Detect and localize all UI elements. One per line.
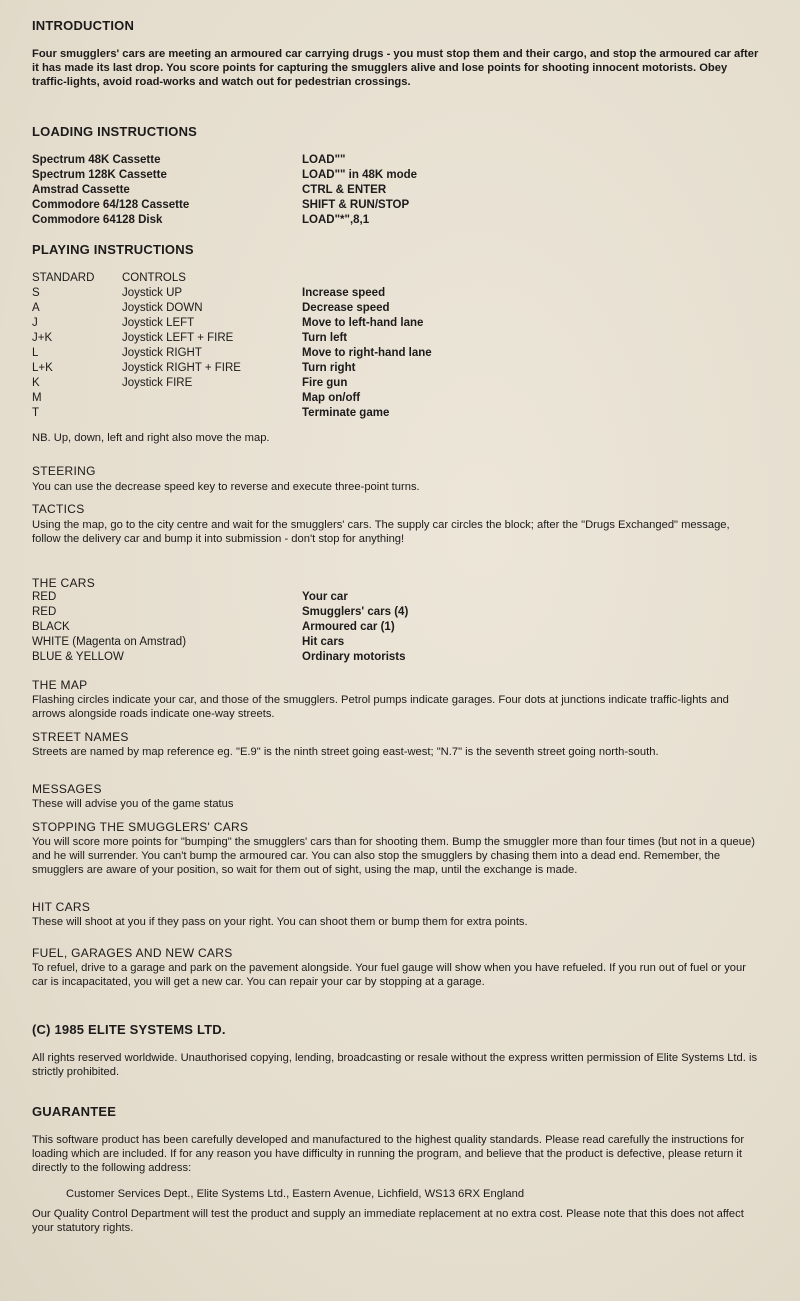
controls-header	[32, 271, 760, 286]
controls-note: NB. Up, down, left and right also move the map.	[32, 432, 270, 444]
loading-heading: LOADING INSTRUCTIONS	[32, 124, 198, 139]
control-row	[32, 406, 760, 421]
cars-section	[32, 576, 760, 665]
cars-heading: THE CARS	[32, 576, 96, 590]
playing-heading: PLAYING INSTRUCTIONS	[32, 242, 194, 257]
streets-section	[32, 730, 760, 759]
control-action: Increase speed	[302, 287, 386, 299]
loading-system: Amstrad Cassette	[32, 184, 130, 196]
control-row	[32, 316, 760, 331]
control-key: S	[32, 287, 40, 299]
control-action: Move to left-hand lane	[302, 317, 424, 329]
guarantee-address: Customer Services Dept., Elite Systems Ltd., Eastern Avenue, Lichfield, WS13 6RX England	[66, 1188, 525, 1200]
hitcars-section	[32, 900, 760, 929]
stopping-section	[32, 820, 760, 877]
loading-command: LOAD"" in 48K mode	[302, 169, 418, 181]
control-action: Turn left	[302, 332, 348, 344]
stopping-text: You will score more points for "bumping" the smugglers' cars than for shooting them. Bump the smuggler more than four times (but not in a queue) and he will surrender. You can't bump the armoured car. You can also stop the smugglers by chasing them into a dead end. Remember, the smugglers are aware of your position, so wait for them out of sight, using the map, until the exchange is made.	[32, 836, 755, 876]
messages-section	[32, 782, 760, 811]
controls-table	[32, 271, 760, 421]
control-joystick: Joystick DOWN	[122, 302, 203, 314]
loading-row	[32, 183, 760, 198]
copyright-section	[32, 1022, 760, 1079]
control-row	[32, 301, 760, 316]
intro-heading: INTRODUCTION	[32, 18, 135, 33]
car-meaning: Hit cars	[302, 636, 345, 648]
intro-text: Four smugglers' cars are meeting an armoured car carrying drugs - you must stop them and their cargo, and stop the armoured car after it has made its last drop. You score points for capturing the smugglers alive and lose points for shooting innocent motorists. Obey traffic-lights, avoid road-works and watch out for pedestrian crossings.	[32, 48, 759, 88]
car-colour: BLUE & YELLOW	[32, 651, 124, 663]
guarantee-closing: Our Quality Control Department will test the product and supply an immediate replacement at no extra cost. Please note that this does not affect your statutory rights.	[32, 1208, 744, 1234]
loading-system: Spectrum 48K Cassette	[32, 154, 161, 166]
car-meaning: Armoured car (1)	[302, 621, 395, 633]
car-row	[32, 590, 760, 605]
hitcars-text: These will shoot at you if they pass on your right. You can shoot them or bump them for extra points.	[32, 916, 528, 928]
loading-system: Commodore 64128 Disk	[32, 214, 163, 226]
control-joystick: Joystick RIGHT + FIRE	[122, 362, 241, 374]
stopping-heading: STOPPING THE SMUGGLERS' CARS	[32, 820, 249, 834]
car-colour: RED	[32, 606, 57, 618]
control-row	[32, 391, 760, 406]
loading-row	[32, 198, 760, 213]
control-joystick: Joystick FIRE	[122, 377, 193, 389]
guarantee-section	[32, 1104, 760, 1235]
car-row	[32, 605, 760, 620]
loading-system: Commodore 64/128 Cassette	[32, 199, 190, 211]
loading-system: Spectrum 128K Cassette	[32, 169, 167, 181]
control-row	[32, 331, 760, 346]
car-row	[32, 650, 760, 665]
car-row	[32, 635, 760, 650]
car-colour: BLACK	[32, 621, 70, 633]
fuel-heading: FUEL, GARAGES AND NEW CARS	[32, 946, 233, 960]
control-key: J	[32, 317, 38, 329]
tactics-text: Using the map, go to the city centre and wait for the smugglers' cars. The supply car circles the block; after the "Drugs Exchanged" message, follow the delivery car and bump it into submission - don't stop for anything!	[32, 519, 730, 545]
loading-row	[32, 213, 760, 228]
copyright-text: All rights reserved worldwide. Unauthorised copying, lending, broadcasting or resale without the express written permission of Elite Systems Ltd. is strictly prohibited.	[32, 1052, 758, 1078]
hitcars-heading: HIT CARS	[32, 900, 91, 914]
steering-text: You can use the decrease speed key to reverse and execute three-point turns.	[32, 481, 420, 493]
messages-text: These will advise you of the game status	[32, 798, 234, 810]
cars-table	[32, 590, 760, 665]
loading-command: SHIFT & RUN/STOP	[302, 199, 410, 211]
control-action: Terminate game	[302, 407, 390, 419]
controls-header-standard: STANDARD	[32, 272, 95, 284]
loading-command: CTRL & ENTER	[302, 184, 387, 196]
car-meaning: Ordinary motorists	[302, 651, 406, 663]
car-meaning: Your car	[302, 591, 348, 603]
car-meaning: Smugglers' cars (4)	[302, 606, 409, 618]
guarantee-heading: GUARANTEE	[32, 1104, 117, 1119]
intro-section	[32, 18, 760, 89]
control-row	[32, 286, 760, 301]
loading-row	[32, 168, 760, 183]
control-action: Decrease speed	[302, 302, 390, 314]
map-section	[32, 678, 760, 721]
fuel-text: To refuel, drive to a garage and park on the pavement alongside. Your fuel gauge will show when you have refueled. If you run out of fuel or your car is incapacitated, you will get a new car. You can repair your car by stopping at a garage.	[32, 962, 746, 988]
controls-header-controls: CONTROLS	[122, 272, 186, 284]
control-row	[32, 361, 760, 376]
loading-section	[32, 124, 760, 228]
control-joystick: Joystick UP	[122, 287, 183, 299]
control-key: K	[32, 377, 40, 389]
control-key: M	[32, 392, 42, 404]
steering-section	[32, 464, 760, 494]
control-joystick: Joystick LEFT	[122, 317, 195, 329]
streets-text: Streets are named by map reference eg. "E.9" is the ninth street going east-west; "N.7" is the seventh street going north-south.	[32, 746, 659, 758]
control-action: Map on/off	[302, 392, 361, 404]
copyright-heading: (C) 1985 ELITE SYSTEMS LTD.	[32, 1022, 226, 1037]
control-joystick: Joystick RIGHT	[122, 347, 202, 359]
car-colour: WHITE (Magenta on Amstrad)	[32, 636, 187, 648]
loading-row	[32, 153, 760, 168]
control-row	[32, 376, 760, 391]
map-text: Flashing circles indicate your car, and those of the smugglers. Petrol pumps indicate garages. Four dots at junctions indicate traffic-lights and arrows alongside roads indicate one-way streets.	[32, 694, 729, 720]
control-joystick: Joystick LEFT + FIRE	[122, 332, 234, 344]
streets-heading: STREET NAMES	[32, 730, 129, 744]
loading-table	[32, 153, 760, 228]
control-key: A	[32, 302, 40, 314]
control-action: Move to right-hand lane	[302, 347, 432, 359]
car-row	[32, 620, 760, 635]
steering-heading: STEERING	[32, 464, 96, 478]
car-colour: RED	[32, 591, 57, 603]
control-key: L+K	[32, 362, 53, 374]
messages-heading: MESSAGES	[32, 782, 102, 796]
guarantee-text: This software product has been carefully developed and manufactured to the highest quality standards. Please read carefully the instructions for loading which are included. If for any reason you have difficulty in running the program, and believe that the product is defective, please return it directly to the following address:	[32, 1134, 745, 1174]
map-heading: THE MAP	[32, 678, 88, 692]
fuel-section	[32, 946, 760, 989]
tactics-heading: TACTICS	[32, 502, 85, 516]
loading-command: LOAD""	[302, 154, 346, 166]
control-key: L	[32, 347, 39, 359]
loading-command: LOAD"*",8,1	[302, 214, 370, 226]
control-key: T	[32, 407, 40, 419]
playing-section	[32, 242, 760, 445]
control-key: J+K	[32, 332, 53, 344]
control-row	[32, 346, 760, 361]
control-action: Turn right	[302, 362, 356, 374]
control-action: Fire gun	[302, 377, 348, 389]
tactics-section	[32, 502, 760, 546]
